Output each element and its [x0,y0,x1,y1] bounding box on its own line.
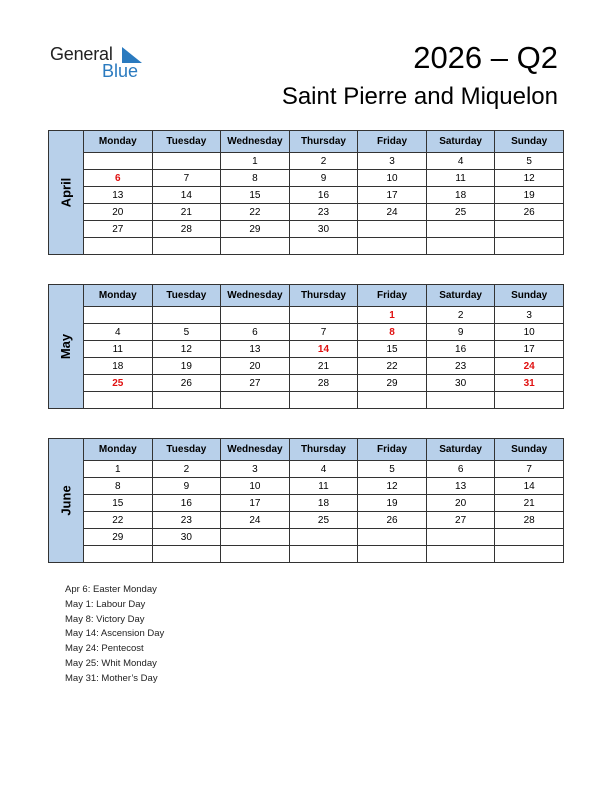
day-cell: 21 [289,358,358,375]
week-row [49,358,564,375]
day-cell [358,221,427,238]
day-cell: 24 [495,358,564,375]
day-cell: 5 [495,153,564,170]
day-cell [221,307,290,324]
day-cell [426,392,495,409]
day-cell: 29 [358,375,427,392]
day-cell: 28 [152,221,221,238]
weekday-header: Tuesday [152,131,221,153]
day-cell [426,529,495,546]
day-cell: 15 [84,495,153,512]
day-cell [358,529,427,546]
week-row [49,153,564,170]
week-row [49,307,564,324]
day-cell: 11 [84,341,153,358]
day-cell: 10 [495,324,564,341]
holiday-note: May 24: Pentecost [65,643,144,655]
weekday-header-row [49,439,564,461]
calendar-may [48,284,564,409]
day-cell: 25 [289,512,358,529]
day-cell: 21 [495,495,564,512]
day-cell: 6 [221,324,290,341]
day-cell: 12 [358,478,427,495]
day-cell: 19 [495,187,564,204]
day-cell [152,307,221,324]
day-cell: 13 [84,187,153,204]
day-cell: 5 [358,461,427,478]
weekday-header: Thursday [289,439,358,461]
weekday-header: Monday [84,285,153,307]
week-row [49,461,564,478]
day-cell: 16 [289,187,358,204]
day-cell: 28 [289,375,358,392]
day-cell: 15 [221,187,290,204]
weekday-header: Sunday [495,285,564,307]
day-cell: 21 [152,204,221,221]
day-cell [152,546,221,563]
weekday-header: Monday [84,439,153,461]
logo-general-text: General [50,44,113,64]
day-cell: 9 [426,324,495,341]
day-cell: 13 [426,478,495,495]
page-title: 2026 – Q2 [413,40,558,75]
day-cell: 17 [495,341,564,358]
day-cell: 3 [495,307,564,324]
day-cell [84,307,153,324]
day-cell: 25 [84,375,153,392]
weekday-header: Friday [358,131,427,153]
day-cell: 2 [289,153,358,170]
weekday-header: Sunday [495,131,564,153]
day-cell: 16 [426,341,495,358]
day-cell: 22 [358,358,427,375]
week-row [49,221,564,238]
week-row [49,204,564,221]
weekday-header: Friday [358,285,427,307]
week-row [49,324,564,341]
week-row [49,170,564,187]
day-cell: 3 [358,153,427,170]
day-cell: 20 [426,495,495,512]
day-cell [152,238,221,255]
week-row [49,341,564,358]
day-cell [152,153,221,170]
month-table [48,438,564,563]
week-row [49,478,564,495]
day-cell: 23 [426,358,495,375]
week-row [49,529,564,546]
weekday-header: Thursday [289,131,358,153]
day-cell: 26 [152,375,221,392]
day-cell [221,238,290,255]
month-table [48,130,564,255]
week-row [49,187,564,204]
day-cell: 19 [152,358,221,375]
month-label: May [58,333,74,360]
day-cell [358,238,427,255]
day-cell: 6 [84,170,153,187]
day-cell: 22 [84,512,153,529]
calendar-april [48,130,564,255]
day-cell [495,238,564,255]
day-cell [289,238,358,255]
day-cell: 8 [358,324,427,341]
day-cell: 4 [84,324,153,341]
month-label: June [58,485,74,516]
week-row [49,238,564,255]
day-cell: 30 [152,529,221,546]
month-table [48,284,564,409]
day-cell: 27 [221,375,290,392]
day-cell: 1 [358,307,427,324]
day-cell [495,546,564,563]
day-cell: 11 [289,478,358,495]
month-label: April [58,177,74,208]
page-subtitle: Saint Pierre and Miquelon [281,83,558,110]
day-cell [289,546,358,563]
day-cell: 3 [221,461,290,478]
day-cell [221,392,290,409]
day-cell: 17 [221,495,290,512]
holiday-notes [65,583,164,687]
day-cell: 1 [221,153,290,170]
day-cell [289,392,358,409]
weekday-header: Sunday [495,439,564,461]
day-cell: 2 [152,461,221,478]
day-cell: 10 [358,170,427,187]
day-cell: 4 [289,461,358,478]
day-cell: 28 [495,512,564,529]
day-cell: 5 [152,324,221,341]
weekday-header: Saturday [426,439,495,461]
week-row [49,495,564,512]
holiday-note: Apr 6: Easter Monday [65,584,157,595]
week-row [49,546,564,563]
week-row [49,375,564,392]
day-cell [84,546,153,563]
weekday-header: Wednesday [221,131,290,153]
day-cell: 7 [152,170,221,187]
day-cell: 22 [221,204,290,221]
weekday-header: Tuesday [152,285,221,307]
day-cell: 25 [426,204,495,221]
day-cell: 11 [426,170,495,187]
generalblue-logo [50,44,150,84]
weekday-header: Wednesday [221,285,290,307]
day-cell: 27 [426,512,495,529]
day-cell [84,153,153,170]
day-cell: 20 [221,358,290,375]
day-cell: 7 [495,461,564,478]
day-cell: 14 [152,187,221,204]
day-cell: 6 [426,461,495,478]
day-cell: 23 [152,512,221,529]
day-cell: 13 [221,341,290,358]
day-cell [495,392,564,409]
day-cell: 19 [358,495,427,512]
day-cell: 1 [84,461,153,478]
day-cell: 20 [84,204,153,221]
weekday-header-row [49,131,564,153]
holiday-note: May 25: Whit Monday [65,657,157,669]
day-cell: 26 [495,204,564,221]
day-cell [289,307,358,324]
month-side-cell [49,439,84,563]
day-cell: 9 [289,170,358,187]
holiday-note: May 31: Mother’s Day [65,672,158,684]
day-cell: 15 [358,341,427,358]
calendar-june [48,438,564,563]
day-cell [358,392,427,409]
day-cell: 18 [84,358,153,375]
weekday-header: Saturday [426,131,495,153]
weekday-header: Tuesday [152,439,221,461]
day-cell [426,238,495,255]
day-cell: 14 [495,478,564,495]
day-cell: 18 [426,187,495,204]
day-cell: 27 [84,221,153,238]
day-cell: 17 [358,187,427,204]
weekday-header: Friday [358,439,427,461]
day-cell [358,546,427,563]
weekday-header: Monday [84,131,153,153]
day-cell [221,546,290,563]
day-cell: 24 [221,512,290,529]
day-cell [426,546,495,563]
day-cell: 8 [221,170,290,187]
day-cell: 12 [152,341,221,358]
day-cell [221,529,290,546]
holiday-note: May 1: Labour Day [65,598,146,610]
day-cell: 23 [289,204,358,221]
weekday-header-row [49,285,564,307]
day-cell: 12 [495,170,564,187]
day-cell: 14 [289,341,358,358]
logo-blue-text: Blue [102,61,139,81]
day-cell: 29 [84,529,153,546]
day-cell: 26 [358,512,427,529]
day-cell [289,529,358,546]
day-cell: 30 [289,221,358,238]
day-cell: 4 [426,153,495,170]
week-row [49,512,564,529]
day-cell [426,221,495,238]
day-cell [84,238,153,255]
month-side-cell [49,131,84,255]
month-side-cell [49,285,84,409]
day-cell: 8 [84,478,153,495]
day-cell [152,392,221,409]
holiday-note: May 14: Ascension Day [65,628,165,640]
day-cell [495,529,564,546]
day-cell: 16 [152,495,221,512]
day-cell: 18 [289,495,358,512]
holiday-note: May 8: Victory Day [65,613,145,625]
day-cell: 24 [358,204,427,221]
day-cell: 9 [152,478,221,495]
day-cell [84,392,153,409]
weekday-header: Wednesday [221,439,290,461]
day-cell: 7 [289,324,358,341]
day-cell: 31 [495,375,564,392]
day-cell: 29 [221,221,290,238]
weekday-header: Saturday [426,285,495,307]
weekday-header: Thursday [289,285,358,307]
day-cell: 2 [426,307,495,324]
day-cell [495,221,564,238]
day-cell: 30 [426,375,495,392]
day-cell: 10 [221,478,290,495]
week-row [49,392,564,409]
